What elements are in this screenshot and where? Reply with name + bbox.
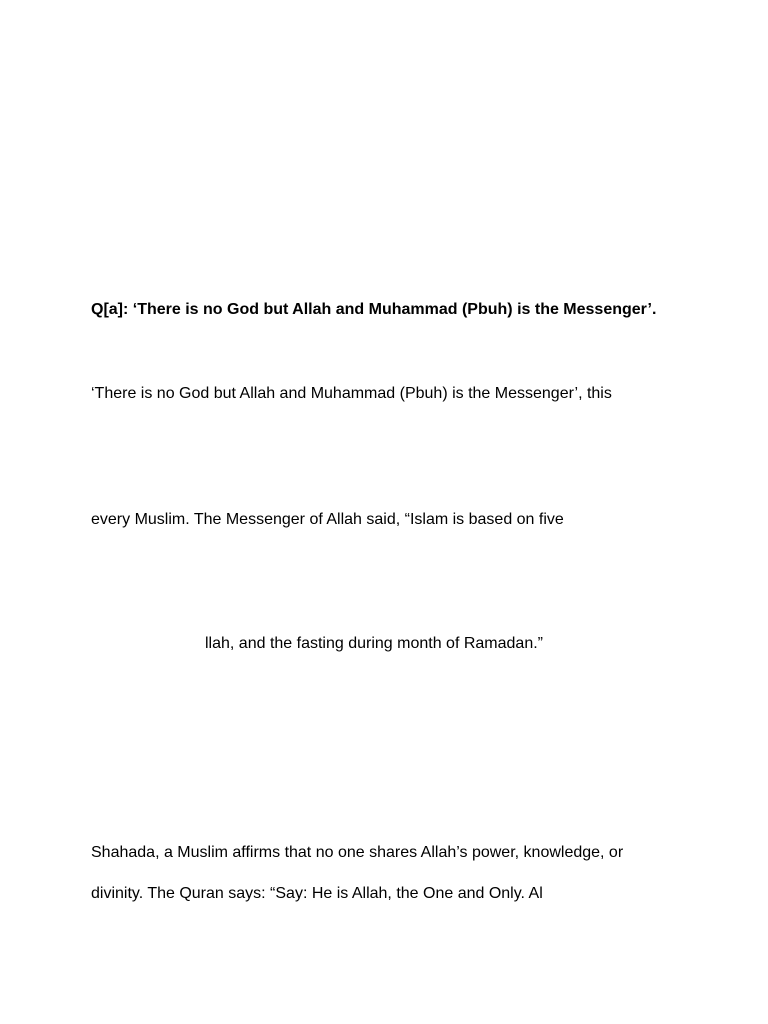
- paragraph-line-5: divinity. The Quran says: “Say: He is Allah, the One and Only. Al: [91, 885, 543, 902]
- paragraph-line-4: Shahada, a Muslim affirms that no one shares Allah’s power, knowledge, or: [91, 844, 624, 861]
- question-heading: Q[a]: ‘There is no God but Allah and Muhammad (Pbuh) is the Messenger’.: [91, 301, 657, 318]
- paragraph-line-3: llah, and the fasting during month of Ramadan.”: [205, 635, 543, 652]
- paragraph-line-2: every Muslim. The Messenger of Allah said, “Islam is based on five: [91, 511, 564, 528]
- paragraph-line-1: ‘There is no God but Allah and Muhammad (Pbuh) is the Messenger’, this: [91, 385, 612, 402]
